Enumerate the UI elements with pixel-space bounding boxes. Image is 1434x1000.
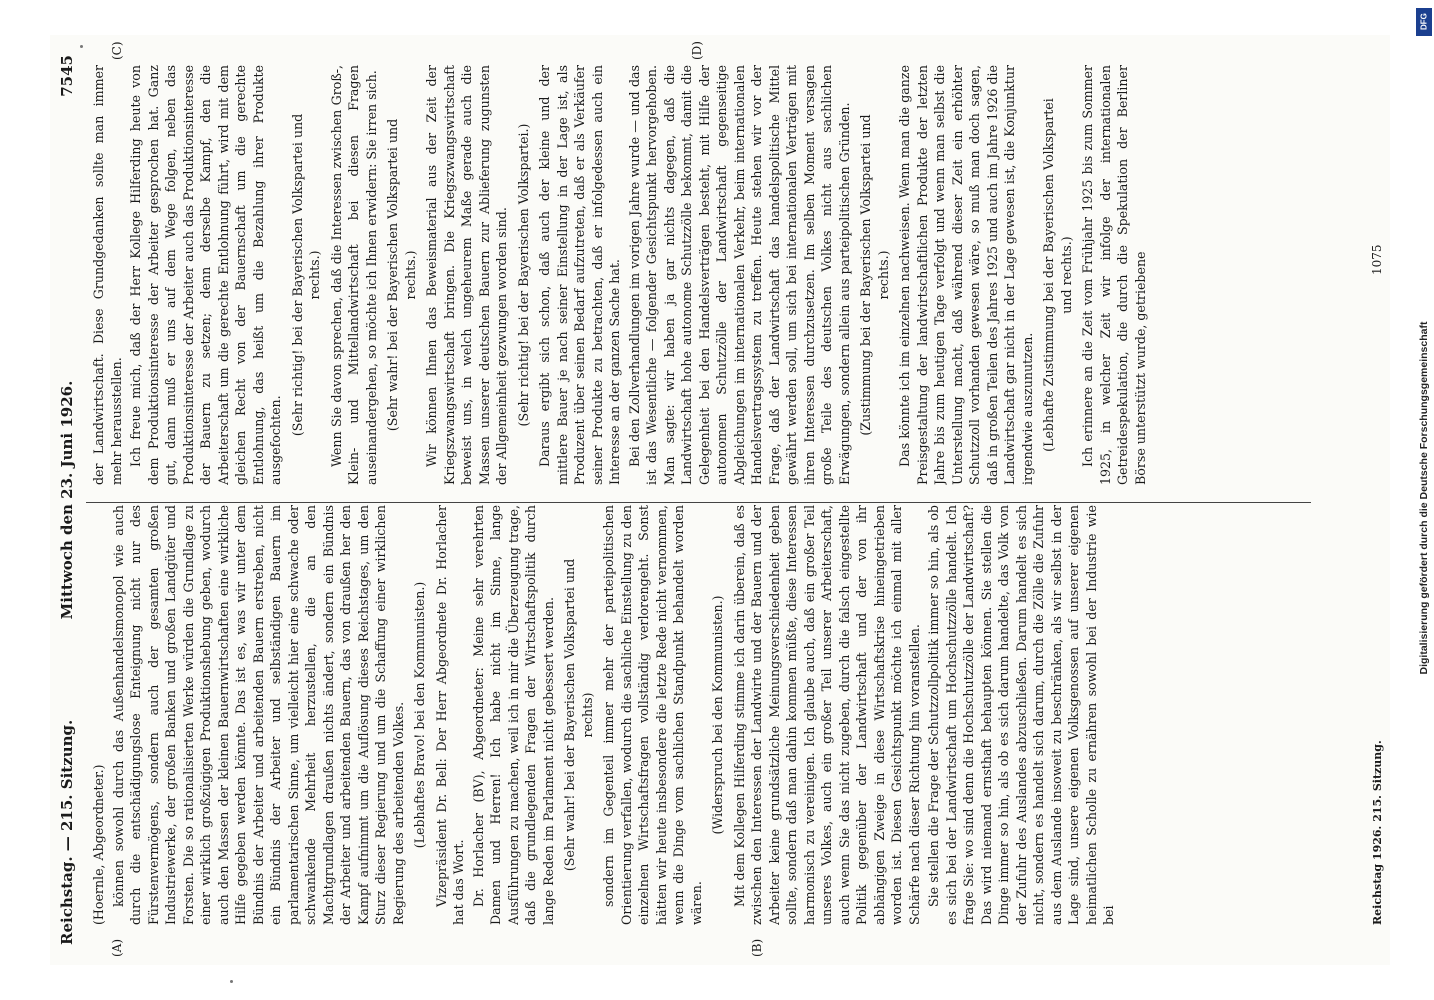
scan-speck [80, 45, 83, 48]
paragraph: (Hoernle, Abgeordneter.) [91, 764, 106, 925]
interjection: (Widerspruch bei den Kommunisten.) [710, 595, 725, 835]
paragraph: Dr. Horlacher (BV), Abgeordneter: Meine sehr verehrten Damen und Herren! Ich habe nicht im Sinne, lange Ausführungen zu machen, weil ich in mir die Überzeugung trage, daß die grundlegenden Fragen der Wirtschaftspolitik durch lange Reden im Parlament nicht gebessert werden. [470, 505, 556, 925]
dfg-sidebar [1414, 8, 1434, 998]
paragraph: Vizepräsident Dr. Bell: Der Herr Abgeordnete Dr. Horlacher hat das Wort. [433, 505, 466, 925]
paragraph: Das könnte ich im einzelnen nachweisen. Wenn man die ganze Preisgestaltung der landwirtschaftlichen Produkte der letzten Jahre bis zum heutigen Tage verfolgt und wenn man selbst die Unterstellung macht, daß während dieser Zeit ein erhöhter Schutzzoll vorhanden gewesen wäre, so muß man doch sagen, daß in großen Teilen des Jahres 1925 und auch im Jahre 1926 die Landwirtschaft gar nicht in der Lage gewesen ist, die Konjunktur irgendwie auszunutzen. [897, 65, 1035, 485]
paragraph: Mit dem Kollegen Hilferding stimme ich darin überein, daß es zwischen den Interessen der Landwirte und der Bauern und der Arbeiter keine grundsätzliche Meinungsverschiedenheit geben sollte, sondern daß man dahin kommen müßte, diese Interessen harmonisch zu vereinigen. Ich glaube auch, daß ein großer Teil unseres Volkes, auch ein großer Teil unserer Arbeiterschaft, auch wenn Sie das nicht zugeben, durch die falsch eingestellte Politik gegenüber der Landwirtschaft und der von ihr abhängigen Zweige in diese Wirtschaftskrise hineingetrieben worden ist. Diesen Gesichtspunkt möchte ich einmal mit aller Schärfe nach dieser Richtung hin voranstellen. [731, 505, 922, 925]
interjection: (Zustimmung bei der Bayerischen Volkspartei und rechts.) [858, 114, 891, 436]
margin-marker-c: (C) [110, 41, 124, 60]
interjection: (Sehr richtig! bei der Bayerischen Volkspartei und rechts.) [289, 113, 322, 437]
page-header [58, 55, 80, 945]
interjection: (Lebhaftes Bravo! bei den Kommunisten.) [412, 581, 427, 849]
interjection: (Sehr wahr! bei der Bayerischen Volkspartei und rechts) [562, 558, 595, 872]
right-text-column [90, 65, 1310, 485]
paragraph: Ich freue mich, daß der Herr Kollege Hilferding heute von dem Produktionsinteresse der Arbeiter gesprochen hat. Ganz gut, dann muß er uns auf dem Wege folgen, neben das Produktionsinteresse der Arbeiter auch das Produktionsinteresse der Bauern zu setzen; denn derselbe Kampf, den die Arbeiterschaft um die gerechte Entlohnung führt, wird mit dem gleichen Recht von der Bauernschaft um die gerechte Entlohnung, das heißt um die Bezahlung ihrer Produkte ausgefochten. [128, 65, 283, 485]
paragraph: Wenn Sie davon sprechen, daß die Interessen zwischen Groß-, Klein- und Mittellandwirtschaft bei diesen Fragen auseinandergehen, so möchte ich Ihnen erwidern: Sie irren sich. [328, 65, 379, 485]
column-divider [86, 502, 1311, 503]
margin-marker-b: (B) [750, 938, 764, 957]
paragraph: der Landwirtschaft. Diese Grundgedanken sollte man immer mehr herausstellen. [91, 65, 124, 485]
header-left: Reichstag. — 215. Sitzung. [58, 719, 76, 945]
margin-marker-d: (D) [690, 41, 704, 60]
paragraph: Ich erinnere an die Zeit vom Frühjahr 1925 bis zum Sommer 1925, in welcher Zeit wir infolge der internationalen Getreidespekulation, die durch die Spekulation der Berliner Börse unterstützt wurde, getriebene [1080, 65, 1148, 485]
footer-left: Reichstag 1926. 215. Sitzung. [1371, 740, 1384, 925]
header-date: Mittwoch den 23. Juni 1926. [58, 380, 76, 620]
left-text-column [90, 505, 1310, 925]
margin-marker-a: (A) [110, 938, 124, 957]
scan-speck [230, 980, 233, 983]
paragraph: Daraus ergibt sich schon, daß auch der kleine und der mittlere Bauer je nach seiner Einstellung in der Lage ist, als Produzent über seinen Bedarf aufzutreten, daß er als Verkäufer seiner Produkte zu betrachten, daß er infolgedessen auch ein Interesse an der ganzen Sache hat. [537, 65, 622, 485]
paragraph: Bei den Zollverhandlungen im vorigen Jahre wurde — und das ist das Wesentliche — folgender Gesichtspunkt hervorgehoben. Man sagte: wir haben ja gar nichts dagegen, daß die Landwirtschaft hohe autonome Schutzzölle bekommt, damit die Gelegenheit bei den Handelsverträgen besteht, mit Hilfe der autonomen Schutzzölle der Landwirtschaft gegenseitige Abgleichungen im internationalen Verkehr, beim internationalen Handelsvertragssystem zu treffen. Heute stehen wir vor der Frage, daß der Landwirtschaft das handelspolitische Mittel gewährt werden soll, um sich bei internationalen Verträgen mit ihren Interessen durchzusetzen. Im selben Moment versagen große Teile des deutschen Volkes nicht aus sachlichen Erwägungen, sondern allein aus parteipolitischen Gründen. [626, 65, 852, 485]
header-page-number: 7545 [58, 55, 76, 97]
paragraph: sondern im Gegenteil immer mehr der parteipolitischen Orientierung verfallen, wodurch die sachliche Einstellung zu den einzelnen Wirtschaftsfragen vollständig verlorengeht. Sonst hätten wir heute insbesondere die letzte Rede nicht vernommen, wenn die Dinge vom sachlichen Standpunkt behandelt worden wären. [601, 505, 704, 925]
dfg-logo: DFG [1416, 8, 1432, 36]
interjection: (Lebhafte Zustimmung bei der Bayerischen Volkspartei und rechts.) [1041, 98, 1074, 452]
interjection: (Sehr richtig! bei der Bayerischen Volkspartei.) [515, 123, 531, 427]
paragraph: Sie stellen die Frage der Schutzzollpolitik immer so hin, als ob es sich bei der Landwirtschaft um Hochschutzzölle handelt. Ich frage Sie: wo sind denn die Hochschutzzölle der Landwirtschaft? Das wird niemand ernsthaft behaupten können. Sie stellen die Dinge immer so hin, als ob es sich darum handelte, das Volk von der Zufuhr des Auslandes abzuschließen. Darum handelt es sich nicht, sondern es handelt sich darum, durch die Zölle die Zufuhr aus dem Auslande insoweit zu beschränken, als wir selbst in der Lage sind, unsere eigenen Volksgenossen auf unserer eigenen heimatlichen Scholle zu ernähren sowohl bei der Industrie wie bei [926, 505, 1116, 925]
paragraph: Wir können Ihnen das Beweismaterial aus der Zeit der Kriegszwangswirtschaft bringen. Die Kriegszwangswirtschaft beweist uns, in welch ungeheurem Maße gerade auch die Massen unserer deutschen Bauern zur Ablieferung zugunsten der Allgemeinheit gezwungen worden sind. [424, 65, 509, 485]
footer-page-number: 1075 [1370, 244, 1384, 275]
paragraph: können sowohl durch das Außenhandelsmonopol wie auch durch die entschädigungslose Enteignung nicht nur des Fürstenvermögens, sondern auch der gesamten großen Industriewerke, der großen Banken und großen Landgüter und Forsten. Die so rationalisierten Werke würden die Grundlage zu einer wirklich großzügigen Produktionshebung geben, wodurch auch den Massen der kleinen Bauernwirtschaften eine wirkliche Hilfe gegeben werden könnte. Das ist es, was wir unter dem Bündnis der Arbeiter und arbeitenden Bauern erstreben, nicht ein Bündnis der Arbeiter und selbständigen Bauern im parlamentarischen Sinne, um vielleicht hier eine schwache oder schwankende Mehrheit herzustellen, die an den Machtgrundlagen draußen nichts ändert, sondern ein Bündnis der Arbeiter und arbeitenden Bauern, das von draußen her den Kampf aufnimmt um die Auflösung dieses Reichstages, um den Sturz dieser Regierung und um die Schaffung einer wirklichen Regierung des arbeitenden Volkes. [110, 505, 406, 925]
interjection: (Sehr wahr! bei der Bayerischen Volkspartei und rechts.) [385, 118, 418, 432]
scanned-page [50, 35, 1390, 965]
dfg-note: Digitalisierung gefördert durch die Deutsche Forschungsgemeinschaft [1418, 321, 1430, 675]
